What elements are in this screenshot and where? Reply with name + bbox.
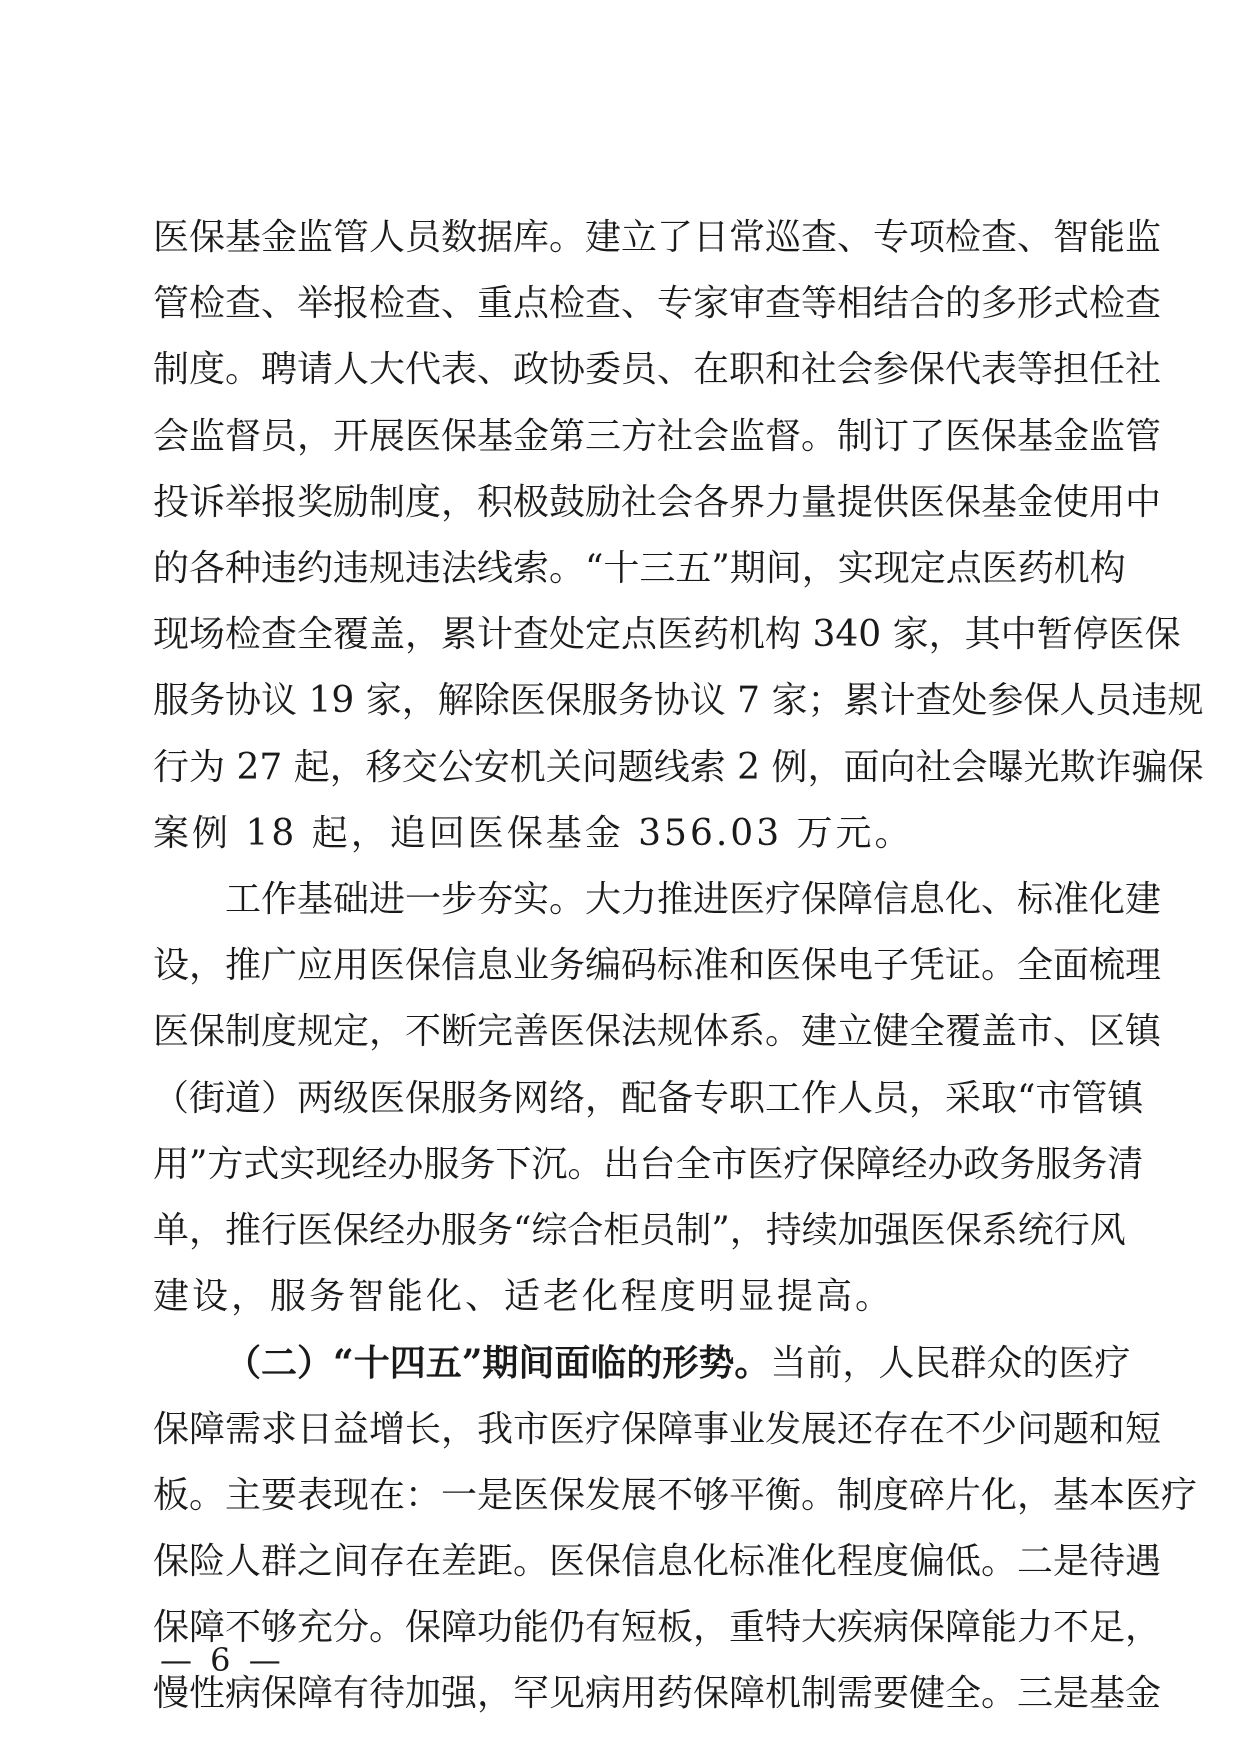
text-line: 单，推行医保经办服务“综合柜员制”，持续加强医保系统行风 (153, 1210, 1126, 1251)
text-line: 投诉举报奖励制度，积极鼓励社会各界力量提供医保基金使用中 (153, 481, 1162, 523)
section-heading: （二）“十四五”期间面临的形势。 (225, 1342, 771, 1385)
text-line: 保险人群之间存在差距。医保信息化标准化程度偏低。二是待遇 (153, 1541, 1162, 1582)
text-line (225, 1330, 1131, 1396)
text-line: 现场检查全覆盖，累计查处定点医药机构 340 家，其中暂停医保 (153, 614, 1181, 656)
text-line: 会监督员，开展医保基金第三方社会监督。制订了医保基金监管 (153, 415, 1162, 457)
text-line: 工作基础进一步夯实。大力推进医疗保障信息化、标准化建 (225, 879, 1162, 920)
text-line: （街道）两级医保服务网络，配备专职工作人员，采取“市管镇 (153, 1077, 1144, 1119)
text-line: 的各种违约违规违法线索。“十三五”期间，实现定点医药机构 (153, 548, 1126, 589)
text-line: 建设，服务智能化、适老化程度明显提高。 (153, 1276, 895, 1318)
text-line: 制度。聘请人大代表、政协委员、在职和社会参保代表等担任社 (153, 349, 1162, 391)
text-line: 保障不够充分。保障功能仍有短板，重特大疾病保障能力不足， (153, 1607, 1162, 1649)
text-span: 当前，人民群众的医疗 (770, 1343, 1131, 1385)
text-line: 医保基金监管人员数据库。建立了日常巡查、专项检查、智能监 (153, 217, 1162, 258)
text-line: 设，推广应用医保信息业务编码标准和医保电子凭证。全面梳理 (153, 945, 1162, 987)
text-line: 慢性病保障有待加强，罕见病用药保障机制需要健全。三是基金 (153, 1673, 1162, 1715)
text-line: 板。主要表现在：一是医保发展不够平衡。制度碎片化，基本医疗 (153, 1474, 1198, 1516)
text-line: 行为 27 起，移交公安机关问题线索 2 例，面向社会曝光欺诈骗保 (153, 746, 1204, 788)
text-line: 用”方式实现经办服务下沉。出台全市医疗保障经办政务服务清 (153, 1143, 1144, 1185)
page-number: — 6 — (160, 1641, 285, 1679)
text-line: 服务协议 19 家，解除医保服务协议 7 家；累计查处参保人员违规 (153, 680, 1204, 722)
text-line: 医保制度规定，不断完善医保法规体系。建立健全覆盖市、区镇 (153, 1011, 1162, 1053)
text-line: 保障需求日益增长，我市医疗保障事业发展还存在不少问题和短 (153, 1408, 1162, 1450)
text-line: 案例 18 起，追回医保基金 356.03 万元。 (153, 812, 914, 854)
text-line: 管检查、举报检查、重点检查、专家审查等相结合的多形式检查 (153, 283, 1162, 325)
